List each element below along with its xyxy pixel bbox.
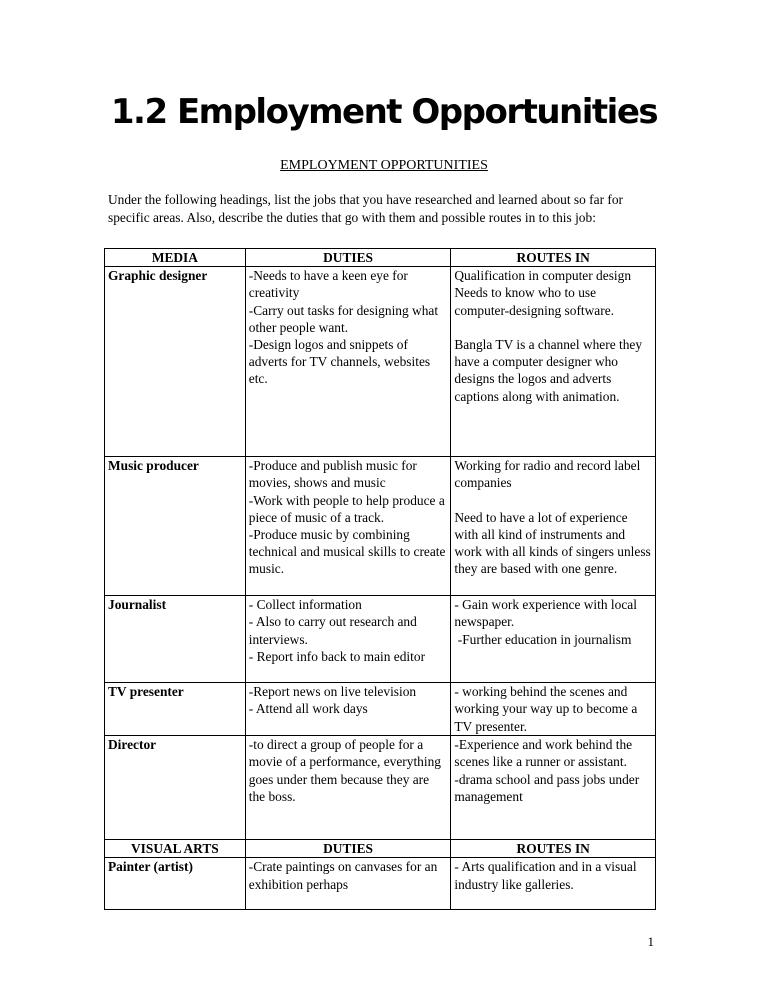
column-header-duties: DUTIES — [245, 840, 451, 858]
job-routes: - Gain work experience with local newspaper. -Further education in journalism — [451, 596, 656, 683]
job-duties: -Report news on live television - Attend all work days — [245, 683, 451, 736]
job-title: Director — [105, 736, 246, 840]
visual-arts-header-row — [105, 840, 656, 858]
job-routes: - working behind the scenes and working your way up to become a TV presenter. — [451, 683, 656, 736]
intro-paragraph: Under the following headings, list the jobs that you have researched and learned about so far for specific areas. Also, describe the duties that go with them and possible routes in to this job: — [108, 192, 624, 225]
column-header-routes: ROUTES IN — [451, 249, 656, 267]
job-duties: -to direct a group of people for a movie of a performance, everything goes under them because they are the boss. — [245, 736, 451, 840]
job-title: Music producer — [105, 457, 246, 596]
job-duties: -Crate paintings on canvases for an exhibition perhaps — [245, 858, 451, 910]
job-routes: - Arts qualification and in a visual industry like galleries. — [451, 858, 656, 910]
job-duties: -Produce and publish music for movies, shows and music -Work with people to help produce a piece of music of a track. -Produce music by combining technical and musical skills to create music. — [245, 457, 451, 596]
job-routes: Working for radio and record label companies Need to have a lot of experience with all kind of instruments and work with all kinds of singers unless they are based with one genre. — [451, 457, 656, 596]
job-duties: -Needs to have a keen eye for creativity -Carry out tasks for designing what other people want. -Design logos and snippets of adverts for TV channels, websites etc. — [245, 267, 451, 457]
table-row — [105, 683, 656, 736]
job-title: Graphic designer — [105, 267, 246, 457]
table-row — [105, 858, 656, 910]
table-row — [105, 596, 656, 683]
job-duties: - Collect information - Also to carry out research and interviews. - Report info back to main editor — [245, 596, 451, 683]
table-row — [105, 736, 656, 840]
job-routes: -Experience and work behind the scenes like a runner or assistant. -drama school and pass jobs under management — [451, 736, 656, 840]
section-subtitle: EMPLOYMENT OPPORTUNITIES — [280, 158, 488, 173]
column-header-routes: ROUTES IN — [451, 840, 656, 858]
job-title: Journalist — [105, 596, 246, 683]
employment-table — [104, 248, 656, 910]
column-header-media: MEDIA — [105, 249, 246, 267]
column-header-duties: DUTIES — [245, 249, 451, 267]
table-row — [105, 267, 656, 457]
column-header-visual-arts: VISUAL ARTS — [105, 840, 246, 858]
page-title: 1.2 Employment Opportunities — [110, 92, 658, 132]
job-routes: Qualification in computer design Needs to know who to use computer-designing software. Bangla TV is a channel where they have a computer designer who designs the logos and adverts captions along with animation. — [451, 267, 656, 457]
media-header-row — [105, 249, 656, 267]
job-title: TV presenter — [105, 683, 246, 736]
table-row — [105, 457, 656, 596]
page-number: 1 — [647, 934, 654, 949]
job-title: Painter (artist) — [105, 858, 246, 910]
